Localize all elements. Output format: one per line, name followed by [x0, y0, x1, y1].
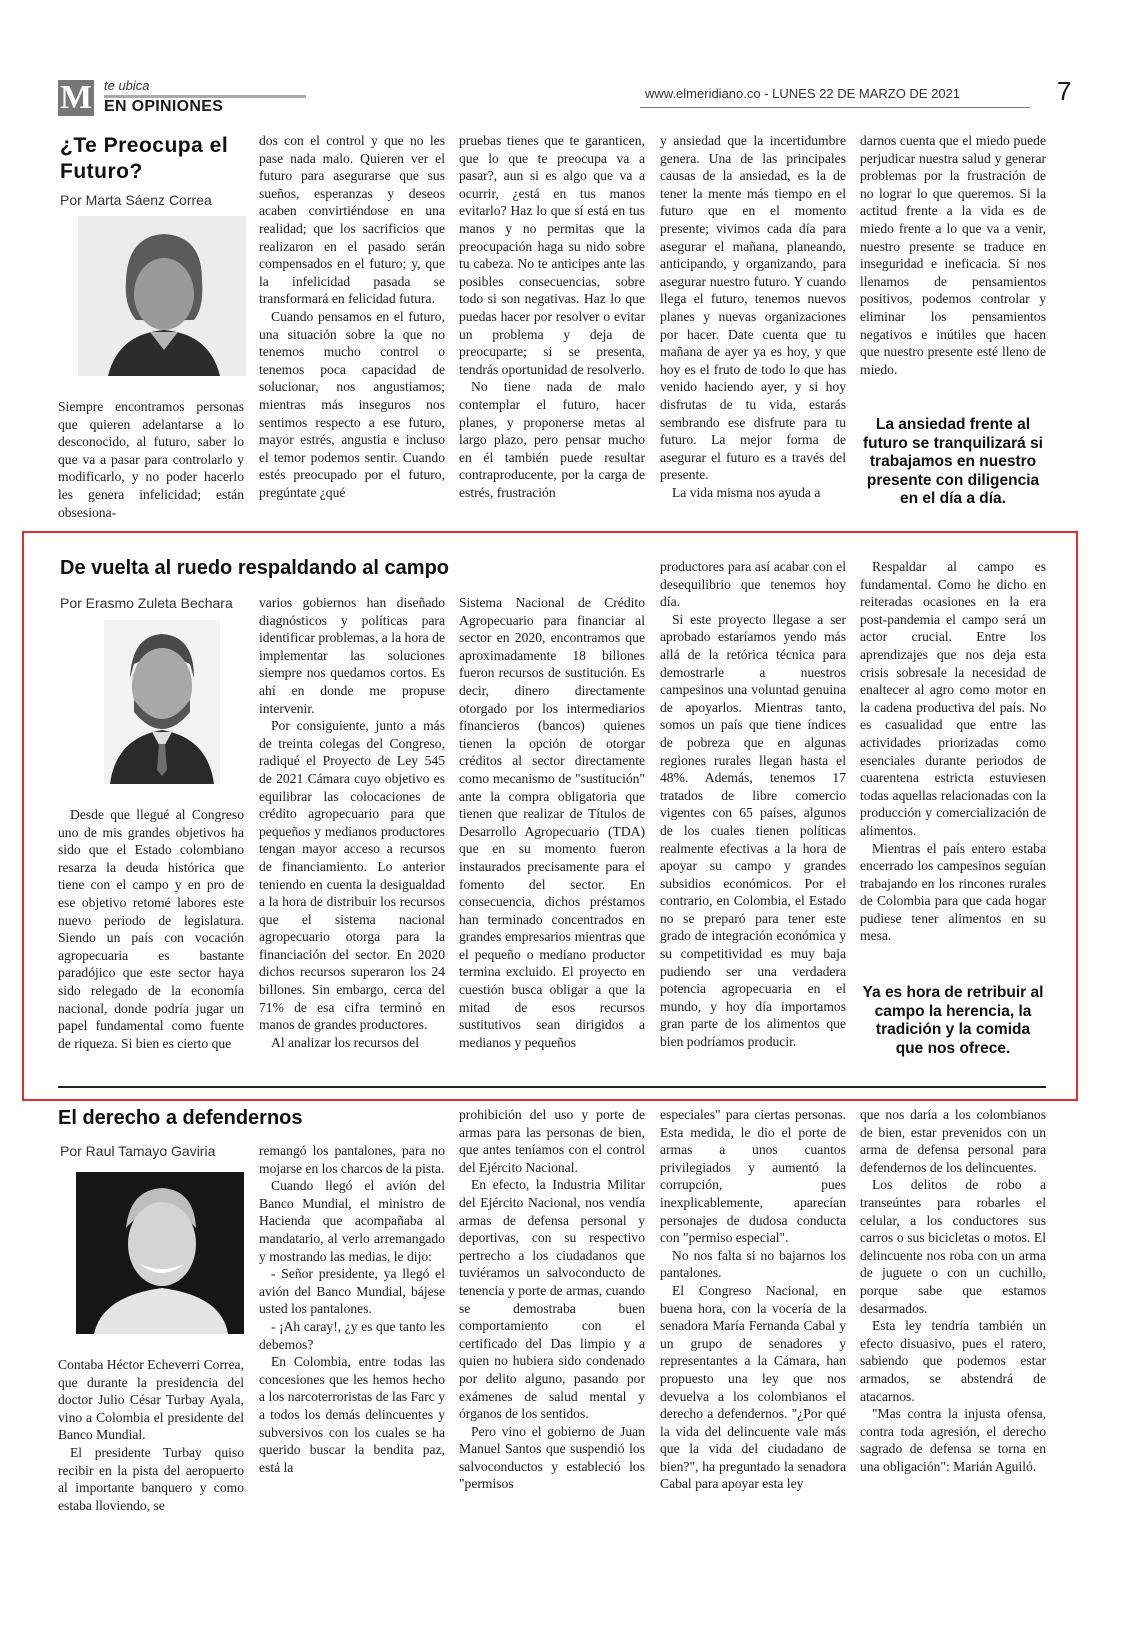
woman-portrait-icon: [78, 216, 246, 376]
article3-column-3: [459, 1106, 645, 1566]
article3-col5-p3: Esta ley tendría también un efecto disuasivo, pues el ratero, sabiendo que podemos estar armados, se abstendrá de atacarnos.: [860, 1318, 1046, 1404]
article2-col5-p2: Mientras el país entero estaba encerrado los campesinos seguían trabajando en los rincones rurales de Colombia para que cada hogar pudiese tener alimentos en su mesa.: [860, 840, 1046, 944]
page-number: 7: [1057, 76, 1072, 106]
article3-col2-p2: Cuando llegó el avión del Banco Mundial, el ministro de Hacienda que acompañaba al mandatario, al verlo arremangado y mostrando las medias, le dijo:: [259, 1178, 445, 1264]
article2-col2-p1: varios gobiernos han diseñado diagnósticos y políticas para identificar problemas, a la hora de implementar las soluciones siempre nos quedamos cortos. Es ahí en donde me propuse intervenir.: [259, 595, 445, 716]
article3-col1-p2: El presidente Turbay quiso recibir en la pista del aeropuerto al importante banquero y como estaba lloviendo, se: [58, 1444, 244, 1513]
article1-column-4: [660, 132, 846, 528]
article3-column-2: [259, 1142, 445, 1566]
article1-column-1: [58, 398, 244, 528]
article3-col2-p4: - ¡Ah caray!, ¿y es que tanto les debemos?: [259, 1318, 445, 1352]
article1-title: ¿Te Preocupa el Futuro?: [60, 134, 229, 183]
article1-column-2: [259, 132, 445, 528]
article1-col3-p1: pruebas tienes que te garanticen, que lo que te preocupa va a pasar?, aun si es algo que va a ocurrir, ¿está en tus manos evitarlo? Haz lo que sí está en tus manos y no permitas que la preocupación haga su nido sobre tu cabeza. No te anticipes ante las posibles consecuencias, sobre todo si son negativas. Haz lo que puedas hacer por resolver o evitar un problema y deja de preocuparte; si se presenta, tendrás oportunidad de resolverlo.: [459, 133, 645, 377]
section-name: EN OPINIONES: [104, 98, 224, 115]
article3-col4-p2: No nos falta si no bajarnos los pantalones.: [660, 1247, 846, 1281]
article3-column-1: [58, 1356, 244, 1566]
article1-col4-p2: La vida misma nos ayuda a: [672, 484, 821, 500]
article3-col4-p1: especiales" para ciertas personas. Esta medida, le dio el porte de armas a unos cuantos privilegiados y aumentó la corrupción, pues inexplicablemente, aparecían personajes de dudosa conducta con "permiso especial".: [660, 1107, 846, 1246]
article2-pullquote: Ya es hora de retribuir al campo la herencia, la tradición y la comida que nos ofrece.: [862, 984, 1044, 1057]
article3-byline: Por Raul Tamayo Gaviria: [60, 1143, 216, 1159]
article3-col3-p3: Pero vino el gobierno de Juan Manuel Santos que suspendió los salvoconductos y estableció los "permisos: [459, 1423, 645, 1492]
article3-col3-p2: En efecto, la Industria Militar del Ejército Nacional, nos vendía armas de defensa personal y deportivas, con su respectivo pertrecho a los ciudadanos que tuviéramos un salvoconducto de tenencia y porte de armas, cuando se demostraba buen comportamiento con el certificado del Das limpio y a quien no hubiera sido condenado por delito alguno, pasando por exámenes de salud mental y órganos de los sentidos.: [459, 1177, 645, 1422]
article1-byline: Por Marta Sáenz Correa: [60, 192, 212, 208]
article2-column-3: [459, 594, 645, 1076]
article2-col4-p1: productores para así acabar con el desequilibrio que tenemos hoy día.: [660, 559, 846, 610]
article2-column-5: [860, 558, 1046, 966]
article3-col2-p5: En Colombia, entre todas las concesiones que les hemos hecho a los narcoterroristas de las Farc y a todos los demás delincuentes y subversivos con los cuales se ha querido buscar la bendita paz, está la: [259, 1354, 445, 1475]
article1-author-photo: [78, 216, 246, 376]
article2-byline: Por Erasmo Zuleta Bechara: [60, 595, 233, 611]
article1-col2-p2: Cuando pensamos en el futuro, una situación sobre la que no tenemos mucho control o tenemos poca capacidad de solucionar, nos angustiamos; mientras más inseguros nos sentimos respecto a ese futuro, mayor estrés, angustia e incluso el temor podemos sentir. Cuando estés preocupado por el futuro, pregúntate ¿qué: [259, 308, 445, 500]
article2-col4-p2: Si este proyecto llegase a ser aprobado estaríamos yendo más allá de la retórica técnica para demostrarle a nuestros campesinos una voluntad genuina de apoyarlos. Mientras tanto, somos un país que tiene índices de pobreza que en algunas regiones rurales llegan hasta el 48%. Además, tenemos 17 tratados de libre comercio vigentes con 65 países, algunos de los cuales tienen políticas realmente efectivas a la hora de apoyar su campo y grandes subsidios económicos. Por el contrario, en Colombia, el Estado no se preparó para tener este grado de integración económica y su competitividad es muy baja pudiendo ser una verdadera potencia agropecuaria en el mundo, y hoy día importamos gran parte de los alimentos que bien podríamos producir.: [660, 611, 846, 1050]
article1-col1-p1: Siempre encontramos personas que quieren adelantarse a lo desconocido, al futuro, saber lo que va a pasar para controlarlo y modificarlo, y no poder hacerlo les genera infelicidad; están obsesiona-: [58, 399, 244, 520]
newspaper-logo: M: [59, 79, 93, 116]
article-divider: [58, 1086, 1046, 1088]
logo-tagline: te ubica: [104, 78, 150, 93]
article1-col2-p1: dos con el control y que no les pase nada malo. Quieren ver el futuro para asegurarse que sus sueños, esperanzas y deseos acaben convirtiéndose en una realidad; que los sacrificios que realizaron en el pasado serán compensados en el futuro; y, que la infelicidad pasada se transformará en felicidad futura.: [259, 133, 445, 307]
article3-col5-p2: Los delitos de robo a transeúntes para robarles el celular, a los conductores sus carros o sus bicicletas o motos. El delincuente nos roba con un arma de juguete o con un cuchillo, porque sabe que estamos desarmados.: [860, 1177, 1046, 1316]
article1-col5-p1: darnos cuenta que el miedo puede perjudicar nuestra salud y generar problemas por la frustración de no lograr lo que queremos. Si la actitud frente a la vida es de miedo frente a lo que va a venir, nuestro presente se traduce en inseguridad e ineficacia. Si nos llenamos de pensamientos positivos, podemos controlar y eliminar los pensamientos negativos e inútiles que hacen que nuestro presente esté lleno de miedo.: [860, 133, 1046, 377]
article3-column-5: [860, 1106, 1046, 1566]
article2-col5-p1: Respaldar al campo es fundamental. Como he dicho en reiteradas ocasiones en la era post-pandemia el campo será un actor crucial. Entre los aprendizajes que nos deja esta crisis sobresale la necesidad de enaltecer al agro como motor en la cadena productiva del país. No es casualidad que entre las actividades priorizadas como esenciales durante periodos de cuarentena estricta estuviesen todas aquellas relacionadas con la producción y comercialización de alimentos.: [860, 559, 1046, 838]
article2-column-4: [660, 558, 846, 1076]
article1-pullquote: La ansiedad frente al futuro se tranquilizará si trabajamos en nuestro presente con diligencia en el día a día.: [862, 416, 1043, 507]
article1-column-3: [459, 132, 645, 528]
article1-col3-p2: No tiene nada de malo contemplar el futuro, hacer planes, y proponerse metas al largo plazo, pero pensar mucho en él también puede resultar contraproducente, por la carga de estrés, frustración: [459, 379, 645, 500]
article3-col2-p1: remangó los pantalones, para no mojarse en los charcos de la pista.: [259, 1143, 445, 1176]
article2-column-2: [259, 594, 445, 1076]
article2-col1-p1: Desde que llegué al Congreso uno de mis grandes objetivos ha sido que el Estado colombiano resarza la deuda histórica que tiene con el campo y en pro de ese objetivo retomé labores este nuevo periodo de legislatura. Siendo un país con vocación agropecuaria es bastante paradójico que este sector haya sido relegado de la economía nacional, donde podría jugar un papel fundamental como fuente de riqueza. Si bien es cierto que: [58, 807, 244, 1051]
article1-column-5: [860, 132, 1046, 408]
article2-title: De vuelta al ruedo respaldando al campo: [60, 557, 450, 579]
article3-col4-p3: El Congreso Nacional, en buena hora, con la vocería de la senadora María Fernanda Cabal y un grupo de senadores y representantes a la Cámara, han propuesto una ley que nos devuelva a los colombianos el derecho a defendernos. "¿Por qué la vida del delincuente vale más que la vida del ciudadano de bien?", ha preguntado la senadora Cabal para apoyar esta ley: [660, 1282, 846, 1492]
article3-title: El derecho a defendernos: [58, 1107, 303, 1129]
article3-column-4: [660, 1106, 846, 1566]
article2-col2-p3: Al analizar los recursos del: [271, 1034, 419, 1050]
article3-col5-p4: "Mas contra la injusta ofensa, contra toda agresión, el derecho sagrado de defensa se torna en una obligación": Marián Aguiló.: [860, 1406, 1046, 1474]
article3-author-photo: [76, 1172, 244, 1334]
site-and-date: www.elmeridiano.co - LUNES 22 DE MARZO DE 2021: [645, 86, 961, 101]
article2-column-1: [58, 806, 244, 1076]
man-smiling-portrait-icon: [76, 1172, 244, 1334]
article1-col4-p1: y ansiedad que la incertidumbre genera. Una de las principales causas de la ansiedad, es la de tener la mente más tiempo en el futuro que en el momento presente; vivimos cada día para asegurar el mañana, planeando, anticipando, y organizando, para asegurar nuestro futuro. Y cuando llega el futuro, tenemos nuevos planes y nuevas organizaciones por hacer. Date cuenta que tu mañana de ayer ya es hoy, y que hoy es el fruto de todo lo que has venido haciendo ayer, y si hoy disfrutas de tu vida, estarás sembrando ese disfrute para tu futuro. La mejor forma de asegurar el futuro es a través del presente.: [660, 133, 846, 483]
article3-col2-p3: - Señor presidente, ya llegó el avión del Banco Mundial, bájese usted los pantalones.: [259, 1266, 445, 1317]
article3-col3-p1: prohibición del uso y porte de armas para las personas de bien, que antes teníamos con el control del Ejército Nacional.: [459, 1107, 645, 1175]
header-rule: [640, 107, 1030, 108]
article3-col1-p1: Contaba Héctor Echeverri Correa, que durante la presidencia del doctor Julio César Turbay Ayala, vino a Colombia el presidente del Banco Mundial.: [58, 1357, 244, 1443]
article2-col3-p1: Sistema Nacional de Crédito Agropecuario para financiar al sector en 2020, encontramos que aproximadamente 18 billones fueron recursos de sustitución. Es decir, dinero directamente otorgado por los intermediarios financieros (bancos) quienes tienen la opción de otorgar créditos al sector directamente como mecanismo de "sustitución" ante la compra obligatoria que tienen que realizar de Títulos de Desarrollo Agropecuario (TDA) que en su momento fueron instaurados precisamente para el fomento del sector. En consecuencia, dichos préstamos han terminado concentrados en grandes empresarios mientras que el pequeño o mediano productor termina excluido. El proyecto en cuestión busca obligar a que la mitad de esos recursos sustitutivos sean dirigidos a medianos y pequeños: [459, 595, 645, 1050]
article2-col2-p2: Por consiguiente, junto a más de treinta colegas del Congreso, radiqué el Proyecto de Ley 545 de 2021 Cámara cuyo objetivo es equilibrar las colocaciones de crédito agropecuario para que pequeños y medianos productores tengan mayor acceso a recursos de financiamiento. Lo anterior teniendo en cuenta la desigualdad a la hora de distribuir los recursos que el sistema nacional agropecuario otorga para la financiación del sector. En 2020 dichos recursos superaron los 24 billones. Sin embargo, cerca del 71% de esa cifra terminó en manos de grandes productores.: [259, 718, 445, 1033]
article3-col5-p1: que nos daría a los colombianos de bien, estar prevenidos con un arma de defensa personal para defendernos de los delincuentes.: [860, 1107, 1046, 1175]
article2-author-photo: [104, 620, 220, 784]
man-portrait-icon: [104, 620, 220, 784]
